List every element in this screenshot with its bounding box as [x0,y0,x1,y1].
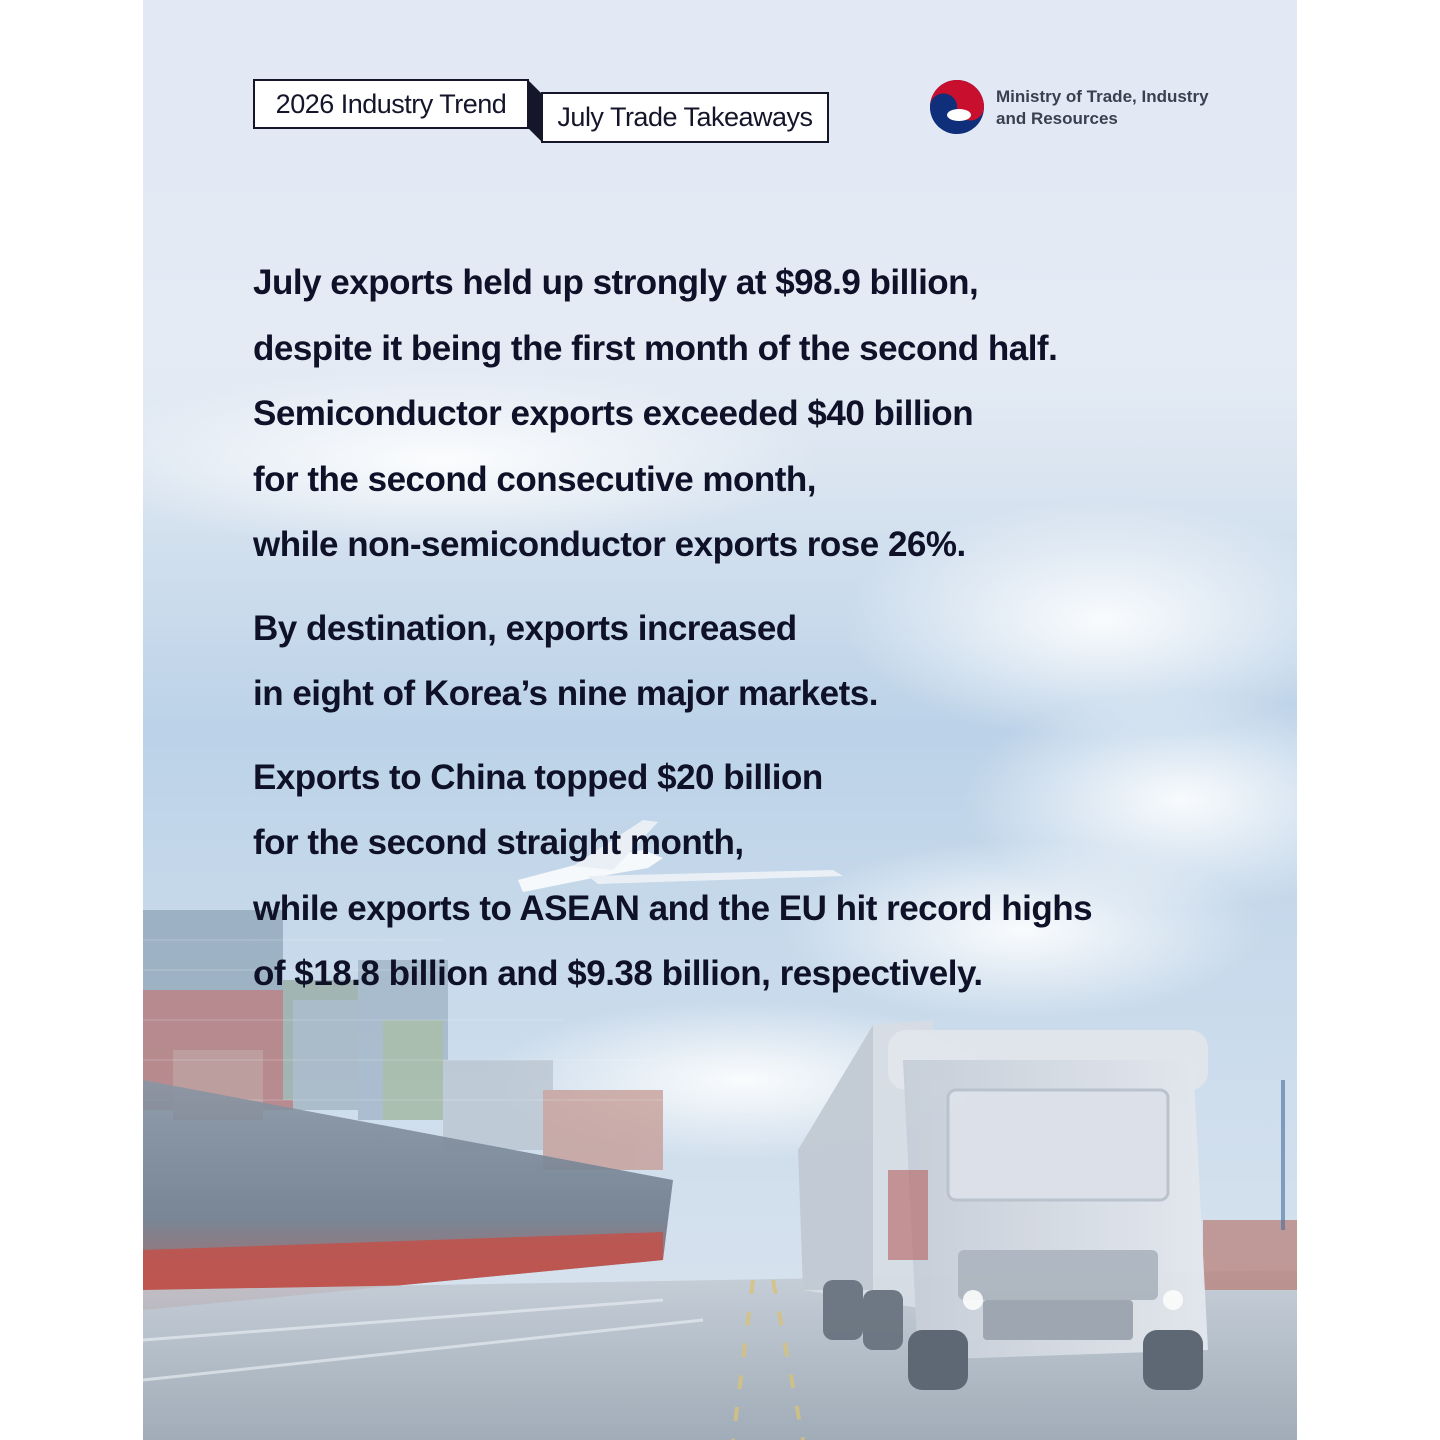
ministry-name [996,86,1236,130]
text-line: for the second consecutive month, [253,459,817,499]
taegeuk-emblem-icon [929,79,985,135]
text-line: despite it being the first month of the second half. [253,328,1058,368]
text-line: of $18.8 billion and $9.38 billion, respectively. [253,954,983,993]
paragraph-gap [253,727,1173,745]
infographic-card [143,0,1297,1440]
industry-trend-tag: 2026 Industry Trend [253,79,529,129]
text-line: Exports to China topped $20 billion [253,757,823,797]
text-line: July exports held up strongly at $98.9 billion, [253,263,979,302]
ministry-name-line1: Ministry of Trade, Industry [996,87,1209,106]
text-line: while non-semiconductor exports rose 26%. [253,525,966,564]
paragraph-destinations [253,596,1173,727]
paragraph-gap [253,578,1173,596]
trade-takeaways-tag: July Trade Takeaways [541,92,829,143]
text-line: in eight of Korea’s nine major markets. [253,674,878,713]
text-line: By destination, exports increased [253,608,797,648]
text-line: for the second straight month, [253,823,744,862]
text-line: Semiconductor exports exceeded $40 billion [253,394,974,433]
ministry-name-line2: and Resources [996,109,1118,128]
summary-text [253,250,1173,1007]
paragraph-regional-exports [253,745,1173,1007]
paragraph-exports-overview [253,250,1173,578]
truck-illustration [798,1020,1208,1390]
text-line: while exports to ASEAN and the EU hit record highs [253,888,1093,928]
